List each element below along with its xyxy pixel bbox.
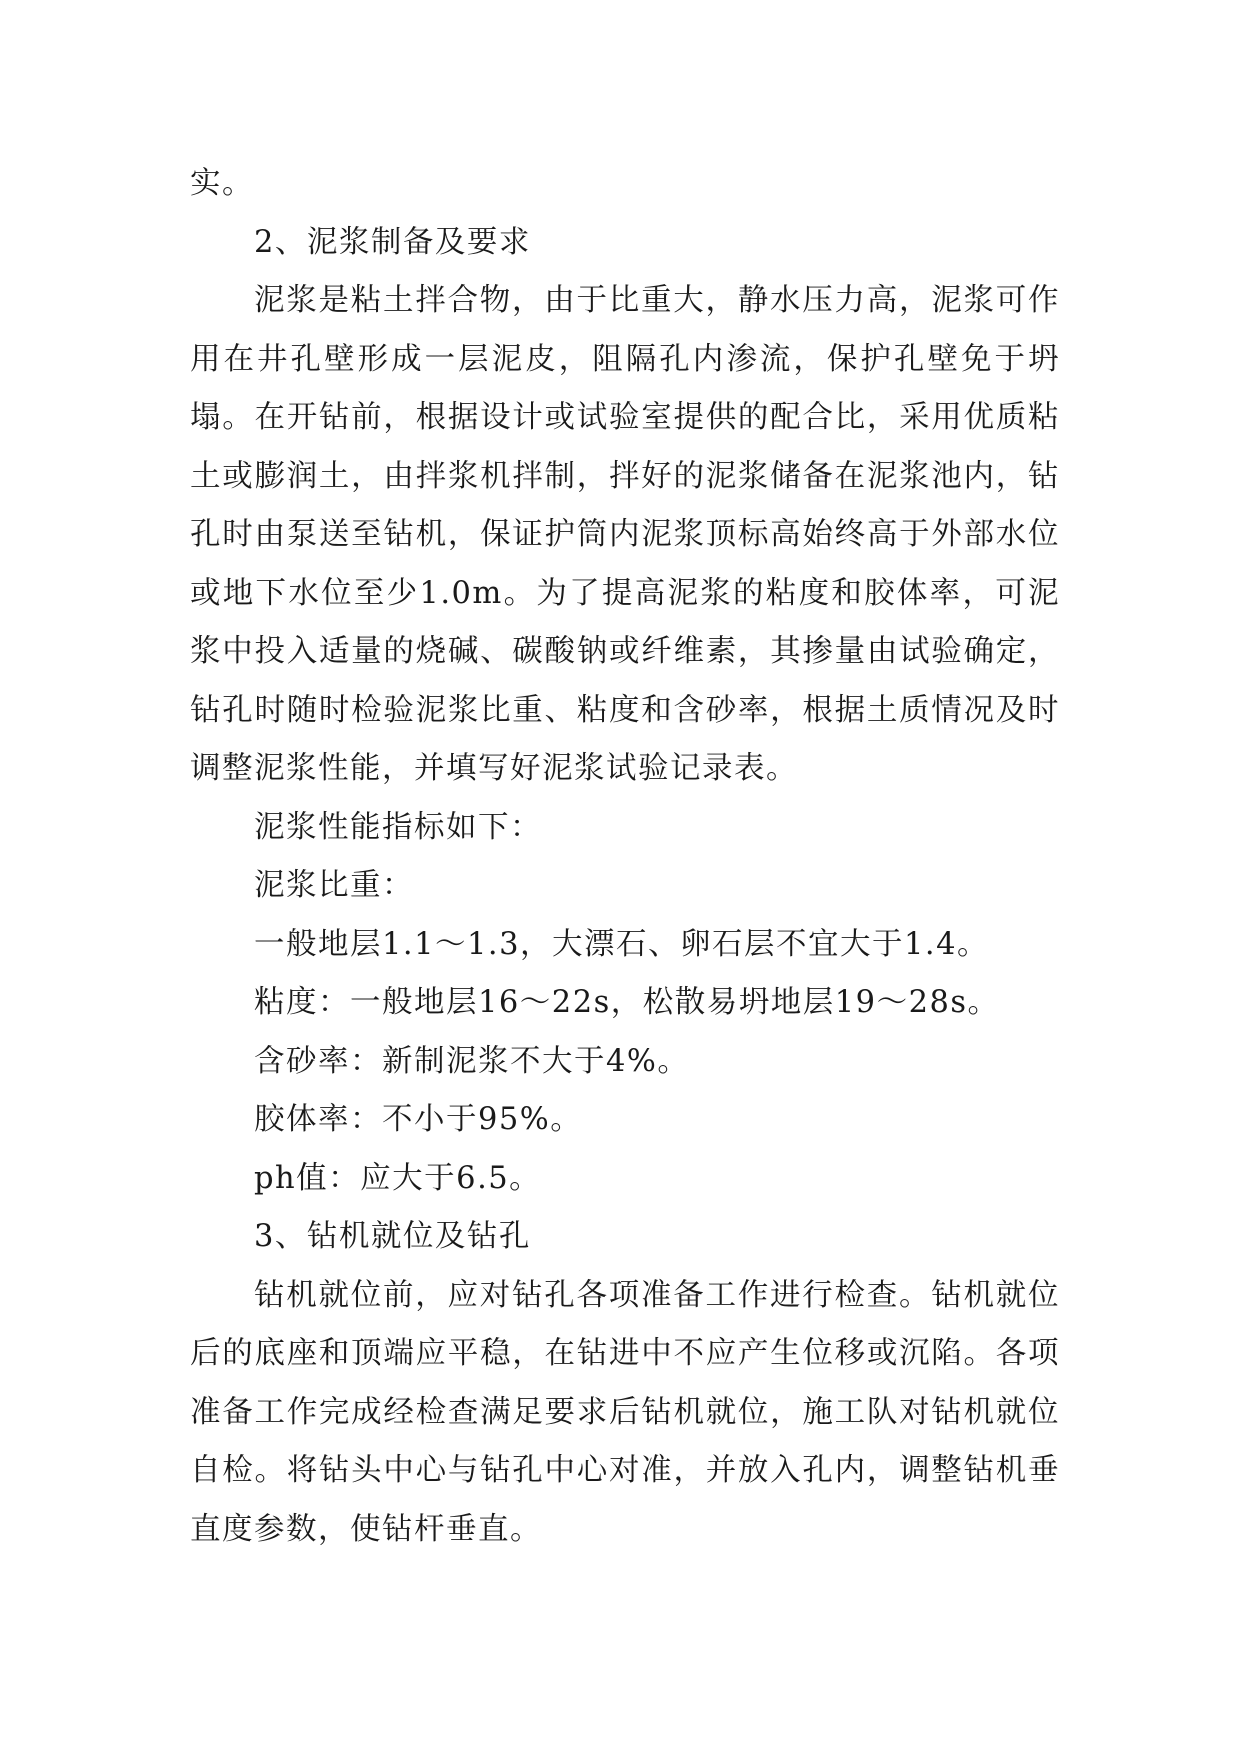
section-heading-mud-preparation: 2、泥浆制备及要求 bbox=[254, 224, 531, 260]
paragraph-drill-positioning: 钻机就位前，应对钻孔各项准备工作进行检查。钻机就位后的底座和顶端应平稳，在钻进中不应产生位移或沉陷。各项准备工作完成经检查满足要求后钻机就位，施工队对钻机就位自检。将钻头中心与钻孔中心对准，并放入孔内，调整钻机垂直度参数，使钻杆垂直。 bbox=[190, 1277, 1060, 1547]
paragraph-continuation: 实。 bbox=[190, 166, 254, 201]
paragraph-mud-description: 泥浆是粘土拌合物，由于比重大，静水压力高，泥浆可作用在井孔壁形成一层泥皮，阻隔孔内渗流，保护孔壁免于坍塌。在开钻前，根据设计或试验室提供的配合比，采用优质粘土或膨润土，由拌浆机拌制，拌好的泥浆储备在泥浆池内，钻孔时由泵送至钻机，保证护筒内泥浆顶标高始终高于外部水位或地下水位至少1.0m。为了提高泥浆的粘度和胶体率，可泥浆中投入适量的烧碱、碳酸钠或纤维素，其掺量由试验确定，钻孔时随时检验泥浆比重、粘度和含砂率，根据土质情况及时调整泥浆性能，并填写好泥浆试验记录表。 bbox=[190, 283, 1060, 786]
paragraph-colloid-rate: 胶体率：不小于95%。 bbox=[254, 1102, 583, 1137]
paragraph-mud-specific-gravity: 泥浆比重： bbox=[254, 868, 414, 903]
paragraph-mud-indicators-intro: 泥浆性能指标如下： bbox=[254, 809, 542, 845]
paragraph-viscosity: 粘度：一般地层16～22s，松散易坍地层19～28s。 bbox=[254, 985, 1000, 1020]
section-heading-drill-positioning: 3、钻机就位及钻孔 bbox=[254, 1219, 531, 1254]
document-page bbox=[190, 155, 1060, 1559]
paragraph-sand-content: 含砂率：新制泥浆不大于4%。 bbox=[254, 1043, 690, 1079]
paragraph-ph-value: ph值：应大于6.5。 bbox=[254, 1160, 542, 1196]
paragraph-specific-gravity-values: 一般地层1.1～1.3，大漂石、卵石层不宜大于1.4。 bbox=[254, 926, 990, 962]
